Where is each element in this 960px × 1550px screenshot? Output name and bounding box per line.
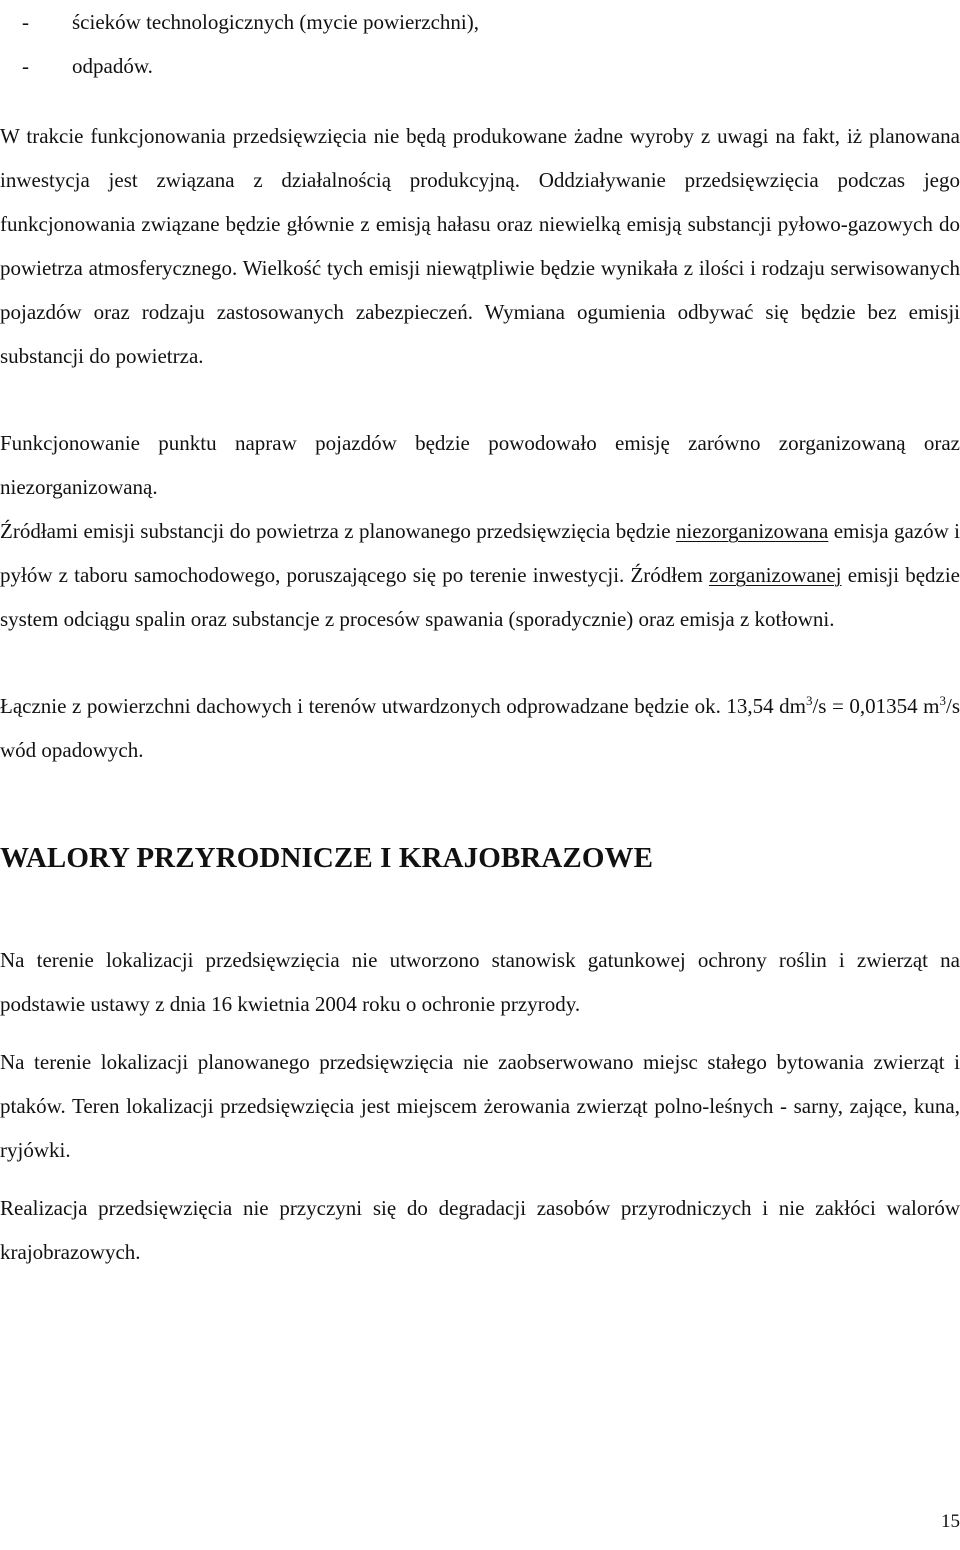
paragraph-drainage xyxy=(0,684,960,772)
drainage-superscript-2: 3 xyxy=(939,693,946,708)
section-heading: WALORY PRZYRODNICZE I KRAJOBRAZOWE xyxy=(0,842,654,874)
sources-underlined-term-2: zorganizowanej xyxy=(708,563,842,587)
paragraph-realization: Realizacja przedsięwzięcia nie przyczyni się do degradacji zasobów przyrodniczych i nie zakłóci walorów krajobrazowych. xyxy=(0,1196,960,1264)
list-dash: - xyxy=(22,54,29,78)
list-item-text: ścieków technologicznych (mycie powierzchni), xyxy=(72,10,480,34)
sources-text-2: emisja gazów i pyłów z taboru samochodowego, poruszającego się po terenie inwestycji. Źródłem xyxy=(0,519,960,587)
list-item xyxy=(0,44,960,88)
paragraph-species-protection: Na terenie lokalizacji przedsięwzięcia nie utworzono stanowisk gatunkowej ochrony roślin i zwierząt na podstawie ustawy z dnia 16 kwietnia 2004 roku o ochronie przyrody. xyxy=(0,948,960,1016)
list-item xyxy=(0,0,960,44)
paragraph-emission-sources xyxy=(0,509,960,641)
list-item-text: odpadów. xyxy=(72,54,153,78)
list-dash: - xyxy=(22,10,29,34)
paragraph-operation: W trakcie funkcjonowania przedsięwzięcia nie będą produkowane żadne wyroby z uwagi na fakt, iż planowana inwestycja jest związana z działalnością produkcyjną. Oddziaływanie przedsięwzięcia podczas jego funkcjonowania związane będzie głównie z emisją hałasu oraz niewielką emisją substancji pyłowo-gazowych do powietrza atmosferycznego. Wielkość tych emisji niewątpliwie będzie wynikała z ilości i rodzaju serwisowanych pojazdów oraz rodzaju zastosowanych zabezpieczeń. Wymiana ogumienia odbywać się będzie bez emisji substancji do powietrza. xyxy=(0,124,960,368)
sources-text-3: emisji będzie system odciągu spalin oraz substancje z procesów spawania (sporadycznie) oraz emisja z kotłowni. xyxy=(0,563,960,631)
paragraph-repair-emissions: Funkcjonowanie punktu napraw pojazdów będzie powodowało emisję zarówno zorganizowaną oraz niezorganizowaną. xyxy=(0,431,960,499)
bullet-list xyxy=(0,0,960,88)
sources-underlined-term-1: niezorganizowana xyxy=(675,519,829,543)
drainage-text-1: Łącznie z powierzchni dachowych i terenów utwardzonych odprowadzane będzie ok. 13,54 dm xyxy=(0,694,806,718)
drainage-text-3: /s wód opadowych. xyxy=(0,694,960,762)
drainage-text-2: /s = 0,01354 m xyxy=(812,694,940,718)
paragraph-animals: Na terenie lokalizacji planowanego przedsięwzięcia nie zaobserwowano miejsc stałego bytowania zwierząt i ptaków. Teren lokalizacji przedsięwzięcia jest miejscem żerowania zwierząt polno-leśnych - sarny, zające, kuna, ryjówki. xyxy=(0,1050,960,1162)
page-number: 15 xyxy=(941,1511,960,1532)
sources-text-1: Źródłami emisji substancji do powietrza z planowanego przedsięwzięcia będzie xyxy=(0,519,676,543)
drainage-superscript-1: 3 xyxy=(805,693,813,708)
